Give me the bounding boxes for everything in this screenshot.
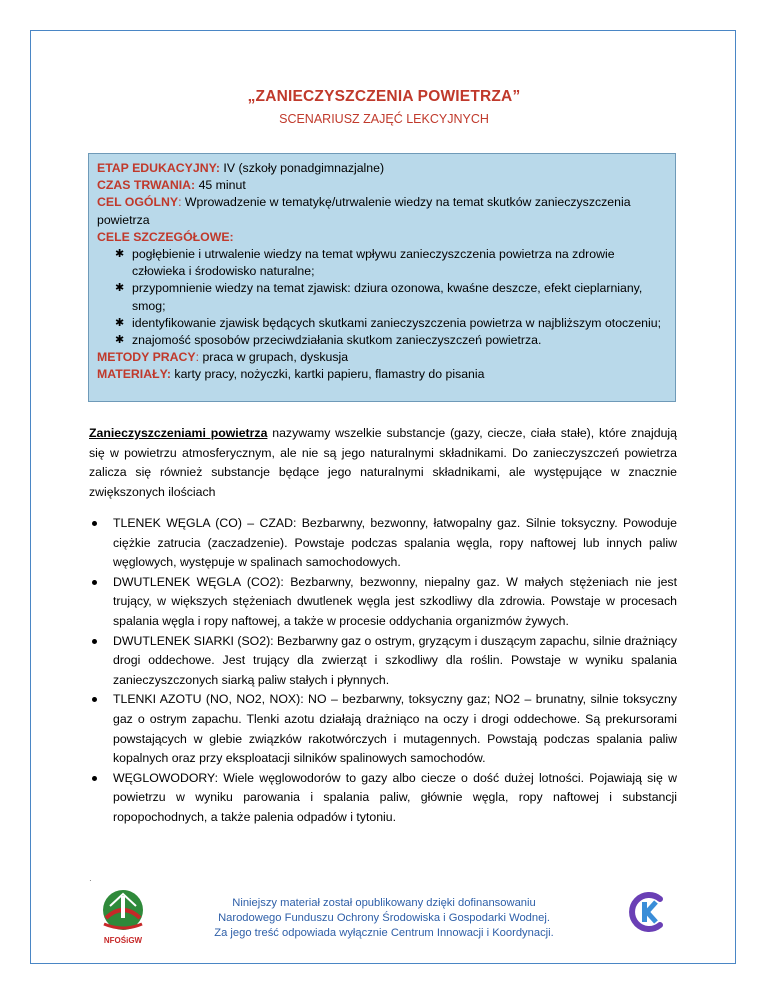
czas-value: 45 minut — [195, 178, 246, 193]
cele-item — [97, 332, 668, 349]
intro-lead: Zanieczyszczeniami powietrza — [89, 426, 268, 440]
materialy-label: MATERIAŁY: — [97, 367, 171, 382]
materialy-line — [97, 366, 668, 383]
cel-value: Wprowadzenie w tematykę/utrwalenie wiedzy na temat skutków zanieczyszczenia powietrza — [97, 195, 631, 227]
metody-colon: : — [195, 350, 200, 365]
cele-item-text: pogłębienie i utrwalenie wiedzy na temat wpływu zanieczyszczenia powietrza na zdrowie człowieka i środowisko naturalne; — [132, 247, 615, 279]
bullet-icon — [92, 776, 97, 781]
bullet-icon — [92, 521, 97, 526]
asterisk-icon: ✱ — [115, 248, 125, 261]
metody-line — [97, 349, 668, 366]
intro-text: nazywamy wszelkie substancje (gazy, ciecze, ciała stałe), które znajdują się w powietrzu atmosferycznym, ale nie są jego naturalnymi składnikami. Do zanieczyszczeń powietrza zalicza się również substancje będące jego naturalnymi składnikami, ale występujące w znacznie zwiększonych ilościach — [89, 426, 677, 499]
asterisk-icon: ✱ — [115, 334, 125, 347]
czas-label: CZAS TRWANIA: — [97, 178, 196, 193]
cel-colon: : — [178, 195, 182, 210]
pollutant-text: WĘGLOWODORY: Wiele węglowodorów to gazy albo ciecze o dość dużej lotności. Pojawiają się w powietrzu w wyniku parowania i spalania paliw, głównie węgla, ropy naftowej i substancji ropopochodnych, a także palenia odpadów i tytoniu. — [113, 770, 677, 824]
etap-label: ETAP EDUKACYJNY: — [97, 161, 220, 175]
cele-item-text: identyfikowanie zjawisk będących skutkami zanieczyszczenia powietrza w najbliższym otoczeniu; — [132, 315, 661, 330]
cele-item — [97, 280, 668, 314]
nfosigw-logo-icon — [92, 888, 154, 948]
czas-line — [97, 177, 668, 194]
cik-logo — [624, 890, 668, 939]
nfosigw-logo — [92, 888, 154, 953]
page-subtitle: SCENARIUSZ ZAJĘĆ LEKCYJNYCH — [279, 112, 489, 126]
materialy-value: karty pracy, nożyczki, kartki papieru, flamastry do pisania — [171, 367, 485, 382]
pollutant-text: TLENKI AZOTU (NO, NO2, NOX): NO – bezbarwny, toksyczny gaz; NO2 – brunatny, silnie toksyczny gaz o ostrym zapachu. Tlenki azotu działają drażniąco na oczy i drogi oddechowe. Są prekursorami powstających w glebie związków rakotwórczych i mutagennych. Powstają podczas spalania paliw kopalnych oraz przy eksploatacji silników spalinowych samochodów. — [113, 692, 677, 766]
pollutant-text: DWUTLENEK WĘGLA (CO2): Bezbarwny, bezwonny, niepalny gaz. W małych stężeniach nie jest trujący, w większych stężeniach dwutlenek węgla jest szkodliwy dla zdrowia. Powstaje w procesach spalania węgla i ropy naftowej, a także w procesie oddychania organizmów żywych. — [113, 574, 677, 628]
footer-line-3: Za jego treść odpowiada wyłącznie Centrum Innowacji i Koordynacji. — [214, 927, 554, 939]
page-title: „ZANIECZYSZCZENIA POWIETRZA” — [247, 88, 521, 105]
pollutant-item — [89, 632, 677, 691]
cel-label: CEL OGÓLNY — [97, 195, 179, 210]
cele-item-text: znajomość sposobów przeciwdziałania skutkom zanieczyszczeń powietrza. — [132, 333, 542, 348]
etap-value: IV (szkoły ponadgimnazjalne) — [220, 161, 385, 175]
cele-label: CELE SZCZEGÓŁOWE: — [97, 229, 234, 244]
bullet-icon — [92, 639, 97, 644]
pollutant-item — [89, 769, 677, 828]
cele-item-text: przypomnienie wiedzy na temat zjawisk: dziura ozonowa, kwaśne deszcze, efekt cieplarniany, smog; — [132, 281, 643, 313]
footer-line-2: Narodowego Funduszu Ochrony Środowiska i Gospodarki Wodnej. — [218, 912, 550, 924]
pollutants-list — [89, 514, 677, 828]
etap-line — [97, 160, 668, 177]
metody-value: praca w grupach, dyskusja — [199, 350, 349, 365]
metody-label: METODY PRACY — [97, 350, 196, 365]
stray-mark: · — [89, 876, 92, 885]
cik-logo-icon — [624, 890, 668, 934]
pollutant-text: DWUTLENEK SIARKI (SO2): Bezbarwny gaz o ostrym, gryzącym i duszącym zapachu, silnie drażniący drogi oddechowe. Jest trujący dla zwierząt i szkodliwy dla roślin. Powstaje w wyniku spalania zanieczyszczonych siarką paliw stałych i płynnych. — [113, 633, 677, 687]
cele-item — [97, 246, 668, 280]
cel-line — [97, 194, 668, 228]
pollutant-item — [89, 690, 677, 768]
footer-line-1: Niniejszy materiał został opublikowany dzięki dofinansowaniu — [232, 897, 536, 909]
asterisk-icon: ✱ — [115, 316, 125, 329]
footer-note — [180, 896, 588, 941]
cele-item — [97, 315, 668, 332]
lesson-info-box — [88, 153, 676, 402]
cele-list — [97, 246, 668, 349]
svg-text:NFOŚiGW: NFOŚiGW — [103, 936, 143, 945]
intro-paragraph — [89, 424, 677, 502]
pollutant-item — [89, 573, 677, 632]
bullet-icon — [92, 697, 97, 702]
bullet-icon — [92, 580, 97, 585]
pollutant-item — [89, 514, 677, 573]
asterisk-icon: ✱ — [115, 282, 125, 295]
pollutant-text: TLENEK WĘGLA (CO) – CZAD: Bezbarwny, bezwonny, łatwopalny gaz. Silnie toksyczny. Powoduje ciężkie zatrucia (zaczadzenie). Powstaje podczas spalania węgla, ropy naftowej lub innych paliw węglowych, występuje w spalinach samochodowych. — [113, 516, 677, 570]
